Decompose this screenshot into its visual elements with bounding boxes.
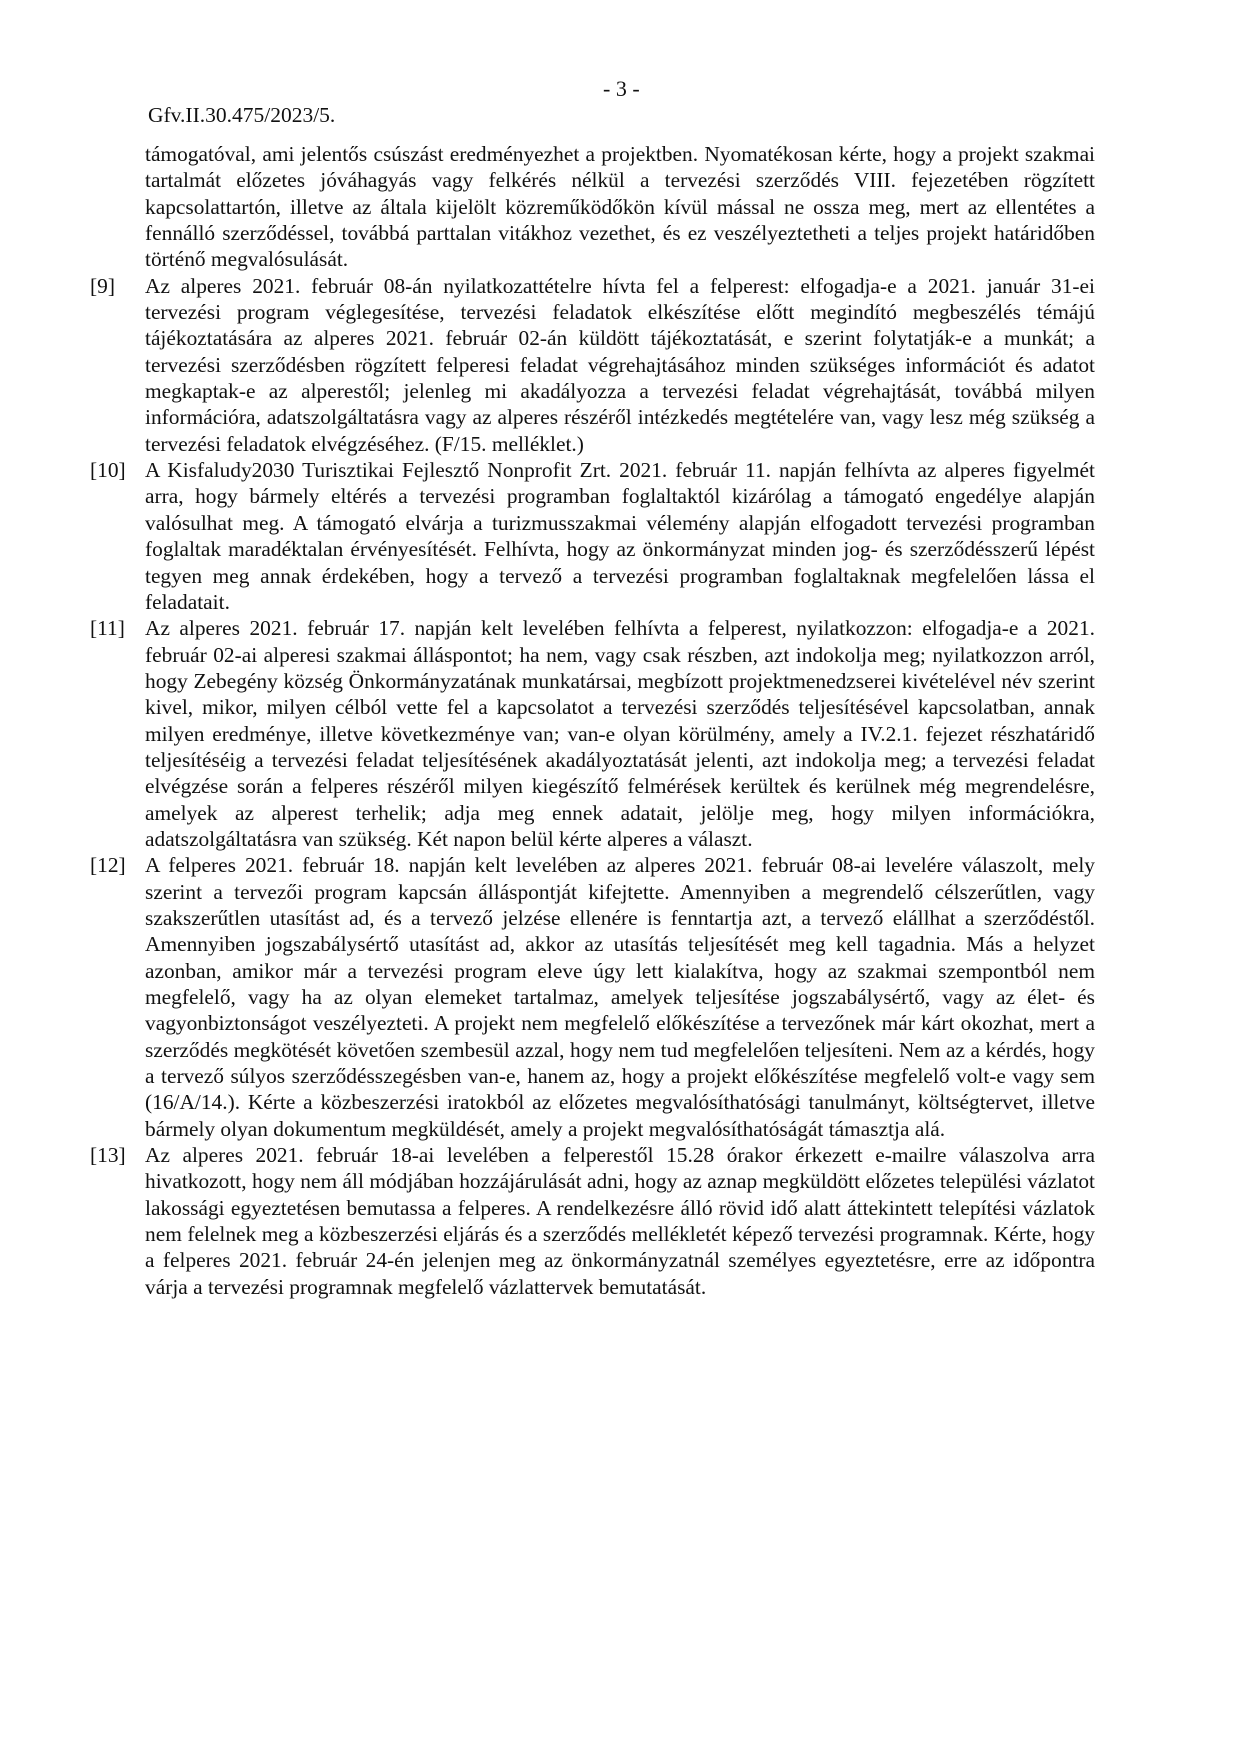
paragraph-text: Az alperes 2021. február 08-án nyilatkozattételre hívta fel a felperest: elfogadja-e a 2021. január 31-ei tervezési program véglegesítése, tervezési feladatok elkészítése előtt megindító megbeszélés témájú tájékoztatására az alperes 2021. február 02-án küldött tájékoztatását, e szerint folytatják-e a munkát; a tervezési szerződésben rögzített felperesi feladat végrehajtásához minden szükséges információt és adatot megkaptak-e az alperestől; jelenleg mi akadályozza a tervezési feladat végrehajtását, továbbá milyen információra, adatszolgáltatásra vagy az alperes részéről intézkedés megtételére van, vagy lesz még szükség a tervezési feladatok elvégzéséhez. (F/15. melléklet.) [145,273,1095,456]
case-number: Gfv.II.30.475/2023/5. [148,103,336,127]
paragraph-continued [90,141,1095,273]
paragraph-number: [11] [90,616,125,641]
paragraph-text: Az alperes 2021. február 17. napján kelt levelében felhívta a felperest, nyilatkozzon: elfogadja-e a 2021. február 02-ai alperesi szakmai álláspontot; ha nem, vagy csak részben, azt indokolja meg; nyilatkozzon arról, hogy Zebegény község Önkormányzatának munkatársai, megbízott projektmenedzserei kivételével név szerint kivel, mikor, milyen célból vette fel a kapcsolatot a tervezési szerződés teljesítésével kapcsolatban, annak milyen eredménye, illetve következménye van; van-e olyan körülmény, amely a IV.2.1. fejezet részhatáridő teljesítéséig a tervezési feladat teljesítésének akadályoztatását jelenti, azt indokolja meg; a tervezési feladat elvégzése során a felperes részéről milyen kiegészítő felmérések kerültek és kerülnek még megrendelésre, amelyek az alperest terhelik; adja meg ennek adatait, jelölje meg, hogy milyen információkra, adatszolgáltatásra van szükség. Két napon belül kérte alperes a választ. [145,616,1095,851]
paragraph-9 [90,273,1095,457]
paragraph-12 [90,852,1095,1142]
paragraph-number: [13] [90,1143,126,1168]
page-number: - 3 - [603,76,640,101]
paragraph-text: Az alperes 2021. február 18-ai levelében a felperestől 15.28 órakor érkezett e-mailre válaszolva arra hivatkozott, hogy nem áll módjában hozzájárulását adni, hogy az aznap megküldött előzetes települési vázlatot lakossági egyeztetésen bemutassa a felperes. A rendelkezésre álló rövid idő alatt áttekintett telepítési vázlatok nem felelnek meg a közbeszerzési eljárás és a szerződés mellékletét képező tervezési programnak. Kérte, hogy a felperes 2021. február 24-én jelenjen meg az önkormányzatnál személyes egyeztetésre, erre az időpontra várja a tervezési programnak megfelelő vázlattervek bemutatását. [145,1143,1095,1299]
paragraph-number: [12] [90,853,126,878]
paragraph-text: támogatóval, ami jelentős csúszást eredményezhet a projektben. Nyomatékosan kérte, hogy a projekt szakmai tartalmát előzetes jóváhagyás vagy felkérés nélkül a tervezési szerződés VIII. fejezetében rögzített kapcsolattartón, illetve az általa kijelölt közreműködőkön kívül mással ne ossza meg, mert az ellentétes a fennálló szerződéssel, továbbá parttalan vitákhoz vezethet, és ez veszélyeztetheti a teljes projekt határidőben történő megvalósulását. [145,142,1095,272]
paragraph-number: [9] [90,273,115,298]
paragraph-10 [90,457,1095,615]
paragraph-text: A Kisfaludy2030 Turisztikai Fejlesztő Nonprofit Zrt. 2021. február 11. napján felhívta az alperes figyelmét arra, hogy bármely eltérés a tervezési programban foglaltaktól kizárólag a támogató engedélye alapján valósulhat meg. A támogató elvárja a turizmusszakmai vélemény alapján elfogadott tervezési programban foglaltak maradéktalan érvényesítését. Felhívta, hogy az önkormányzat minden jog- és szerződésszerű lépést tegyen meg annak érdekében, hogy a tervező a tervezési programban foglaltaknak megfelelően lássa el feladatait. [145,458,1095,614]
paragraph-number: [10] [90,458,126,483]
paragraph-13 [90,1142,1095,1300]
document-body [90,141,1095,1300]
paragraph-text: A felperes 2021. február 18. napján kelt levelében az alperes 2021. február 08-ai levelére válaszolt, mely szerint a tervezői program kapcsán álláspontját kifejtette. Amennyiben a megrendelő célszerűtlen, vagy szakszerűtlen utasítást ad, és a tervező jelzése ellenére is fenntartja azt, a tervező elállhat a szerződéstől. Amennyiben jogszabálysértő utasítást ad, akkor az utasítás teljesítését meg kell tagadnia. Más a helyzet azonban, amikor már a tervezési program eleve úgy lett kialakítva, hogy az szakmai szempontból nem megfelelő, vagy ha az olyan elemeket tartalmaz, amelyek teljesítése jogszabálysértő, vagy az élet- és vagyonbiztonságot veszélyezteti. A projekt nem megfelelő előkészítése a tervezőnek már kárt okozhat, mert a szerződés megkötését követően szembesül azzal, hogy nem tud megfelelően teljesíteni. Nem az a kérdés, hogy a tervező súlyos szerződésszegésben van-e, hanem az, hogy a projekt előkészítése megfelelő volt-e vagy sem (16/A/14.). Kérte a közbeszerzési iratokból az előzetes megvalósíthatósági tanulmányt, költségtervet, illetve bármely olyan dokumentum megküldését, amely a projekt megvalósíthatóságát támasztja alá. [145,853,1095,1141]
paragraph-11 [90,615,1095,852]
